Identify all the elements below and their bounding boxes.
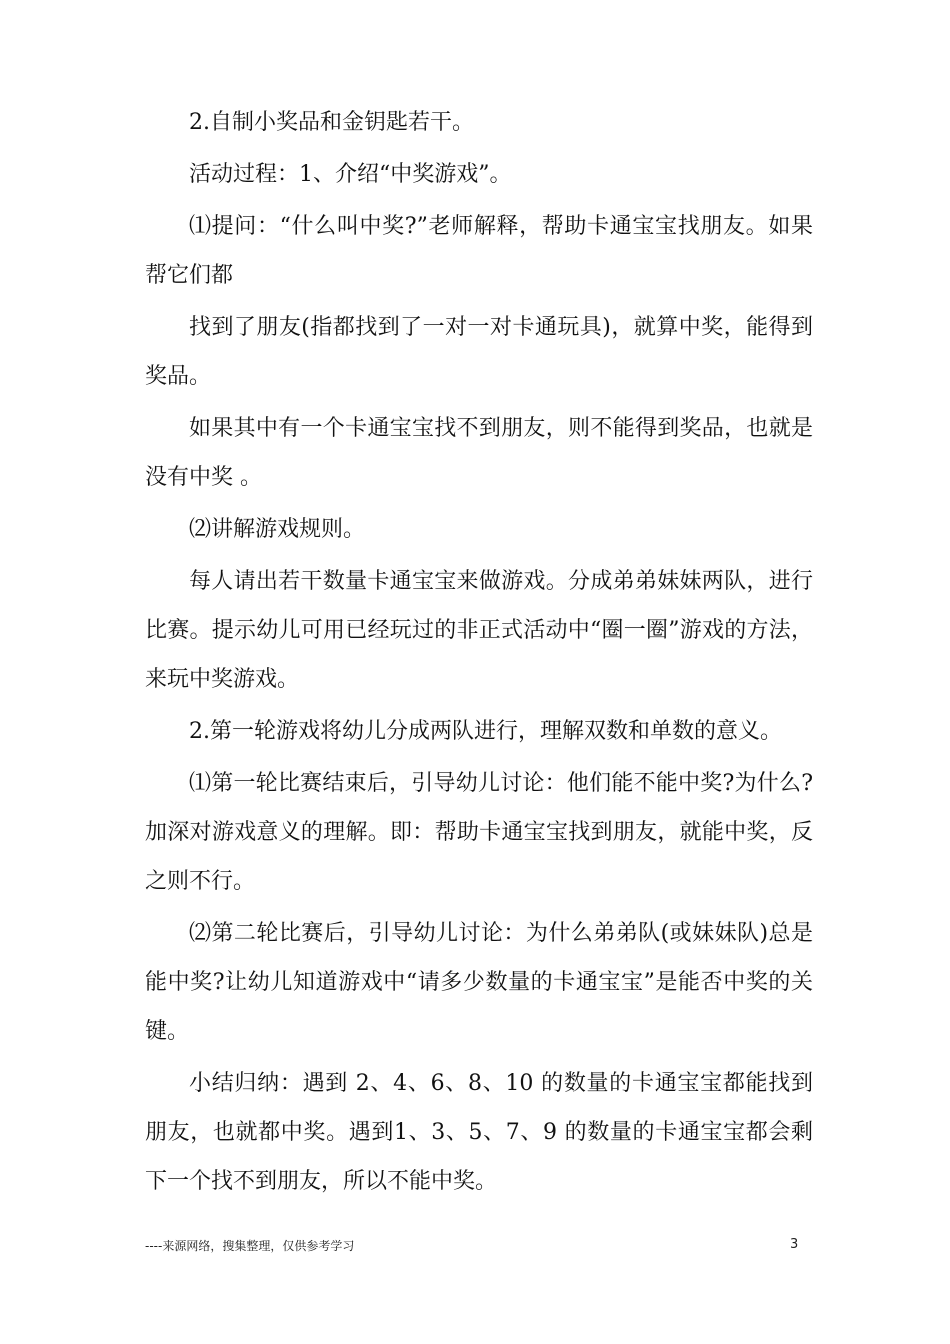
paragraph: ⑵第二轮比赛后，引导幼儿讨论：为什么弟弟队(或妹妹队)总是能中奖?让幼儿知道游戏中“请多少数量的卡通宝宝”是能否中奖的关键。 [145, 921, 813, 1044]
paragraph: ⑴提问：“什么叫中奖?”老师解释，帮助卡通宝宝找朋友。如果帮它们都 [145, 214, 813, 288]
paragraph: 活动过程：1、介绍“中奖游戏”。 [189, 162, 512, 187]
paragraph: ⑴第一轮比赛结束后，引导幼儿讨论：他们能不能中奖?为什么?加深对游戏意义的理解。即：帮助卡通宝宝找到朋友，就能中奖，反之则不行。 [145, 771, 813, 894]
page-number: 3 [790, 1237, 799, 1252]
paragraph: 2.第一轮游戏将幼儿分成两队进行，理解双数和单数的意义。 [189, 719, 782, 744]
paragraph: 2.自制小奖品和金钥匙若干。 [189, 110, 474, 135]
footer-source-note: ----来源网络，搜集整理，仅供参考学习 [145, 1239, 355, 1253]
paragraph: 如果其中有一个卡通宝宝找不到朋友，则不能得到奖品，也就是没有中奖 。 [145, 416, 813, 490]
paragraph: 找到了朋友(指都找到了一对一对卡通玩具)，就算中奖，能得到奖品。 [145, 315, 813, 389]
paragraph: ⑵讲解游戏规则。 [189, 517, 366, 542]
paragraph: 每人请出若干数量卡通宝宝来做游戏。分成弟弟妹妹两队，进行比赛。提示幼儿可用已经玩过的非正式活动中“圈一圈”游戏的方法，来玩中奖游戏。 [145, 569, 813, 692]
document-body [145, 98, 813, 1209]
paragraph: 小结归纳：遇到 2、4、6、8、10 的数量的卡通宝宝都能找到朋友，也就都中奖。遇到1、3、5、7、9 的数量的卡通宝宝都会剩下一个找不到朋友，所以不能中奖。 [145, 1071, 813, 1194]
